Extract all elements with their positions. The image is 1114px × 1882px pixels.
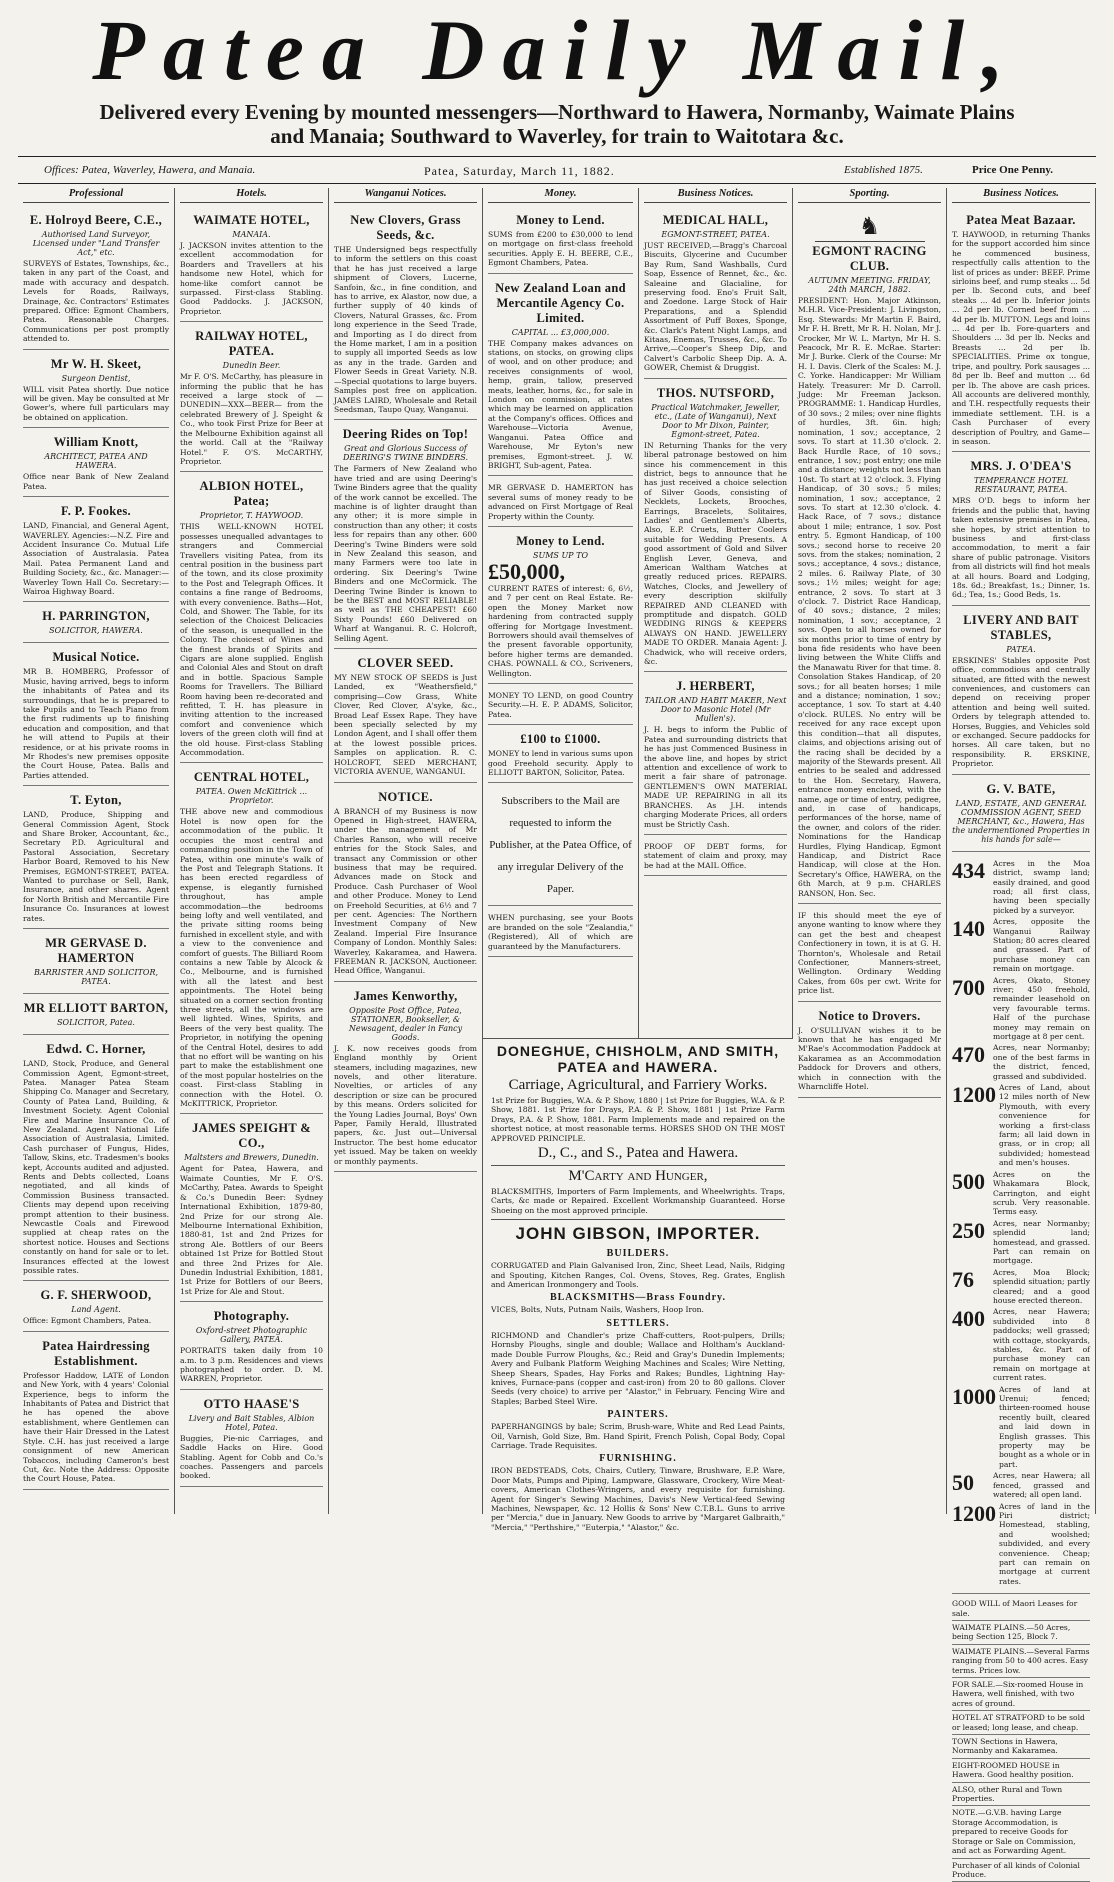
masthead xyxy=(0,0,1114,100)
lot-acreage: 1000 xyxy=(952,1387,996,1407)
lot-description: Acres of land at Urenui; fenced; thirteen-roomed house recently built, cleared and laid down in English grasses. This property may be bought as a whole or in part. xyxy=(999,1385,1090,1470)
offices-text: Offices: Patea, Waverley, Hawera, and Manaia. xyxy=(44,164,255,176)
ad-body: The Farmers of New Zealand who have tried and are using Deering's Twine Binders agree that the quality of the work cannot be excelled. The machine is of lighter draught than any other; it is more simple in construction than any other; it costs less for repairs than any other. 600 Deering's Twine Binders were sold in New Zealand this season, and many Farmers were too late in ordering. Six Deering's Twine Binders and one McCormick. The Deering Twine Binder is known to be the BEST and MOST RELIABLE! as well as THE CHEAPEST! £60 Sixty Pounds! £60 Delivered on Wharf at Wanganui. R. C. Holcroft, Selling Agent. xyxy=(334,464,477,643)
ad-body: PRESIDENT: Hon. Major Atkinson, M.H.R. Vice-President: J. Livingston, Esq. Stewards: Mr Martin F. Baird, Mr F. H. Brett, Mr R. H. Nolan, Mr J. Crocker, Mr W. L. Martyn, Mr H. S. Peacock, Mr R. E. McRae. Starter: Mr J. Burke. Clerk of the Course: Mr H. I. Davis. Clerk of the Scales: M. J. C. Yorke. Handicapper: Mr William Hately. Treasurer: Mr D. Carroll. Judge: Mr Freeman Jackson. PROGRAMME: 1. Handicap Hurdles, of 30 sovs.; 2 miles; over nine flights of hurdles, 3ft. 6in. high; nomination, 1 sov.; acceptance, 2 sovs. To start at 11.30 o'clock. 2. Back Hurdle Race, of 10 sovs.; entrance, 1 sov.; post entry; one mile and a distance; weights not less than 10st. To start at 12 o'clock. 3. Flying Handicap, of 30 sovs.; 5 miles; nomination, 1 sov.; acceptance, 2 sovs. To start at 12.30 o'clock. 4. Hack Race, of 7 sovs.; distance about 1 mile; entrance, 1 sov. Post entry. 5. Egmont Handicap, of 100 sovs.; second horse to receive 20 sovs. from the stakes; nomination, 2 sovs.; acceptance, 4 sovs.; distance, 2 miles. 6. Railway Plate, of 30 sovs.; 1½ miles; weight for age; entrance, 2 sovs. To start at 3 o'clock. 7. District Race Handicap, of 40 sovs.; distance, 2 miles; nomination, 1 sov.; acceptance, 2 sovs. Open to all horses owned for six months prior to time of entry by bona fide residents who have been living between the White Cliffs and the Manawatu River for that time. 8. Consolation Stakes Handicap, of 20 sovs.; for all beaten horses; 1 mile and a distance; nomination, 1 sov.; acceptance, 1 sov. To start at 4.40 o'clock. RULES. No entry will be received for any race except upon this condition—that all disputes, claims, and objections arising out of the racing shall be decided by a majority of the Stewards present. All entries to be sealed and addressed to the Hon. Secretary, Hawera, entrance money enclosed, with the name, age or time of entry, pedigree, and, in case of handicaps, performances of the horse, name of the owner, and colors of the rider. Nominations for the Handicap Hurdles, Flying Handicap, Egmont Handicap, and District Race Handicap, will close at the Hon. Secretary's Office, HAWERA, on the 6th March, at 9 p.m. CHARLES RANSON, Hon. Sec. xyxy=(798,296,941,898)
advertisement xyxy=(180,766,323,1114)
ad-body: SUMS from £200 to £30,000 to lend on mortgage on first-class freehold securities. Apply E. H. BEERE, C.E., Egmont Chambers, Patea. xyxy=(488,230,633,268)
ad-body: IN Returning Thanks for the very liberal patronage bestowed on him since his commencement in this district, begs to announce that he has just received a choice selection of Silver Goods, consisting of Necklets, Lockets, Brooches, Earrings, Bracelets, Solitaires, Ladies' and Gentlemen's Alberts, Also, E.P. Cruets, Butter Coolers suitable for Wedding Presents. A good assortment of Gold and Silver English Lever, Geneva, and American Waltham Watches at greatly reduced prices. REPAIRS. Watches, Clocks, and Jewellery of every description skilfully REPAIRED AND CLEANED with promptitude and dispatch. GOLD WEDDING RINGS & KEEPERS ALWAYS ON HAND. JEWELLERY MADE TO ORDER. Manaia Agent: J. Chadwick, who will receive orders, &c. xyxy=(644,441,787,667)
ad-body: PROOF OF DEBT forms, for statement of claim and proxy, may be had at the MAIL Office. xyxy=(644,842,787,870)
advertisement xyxy=(23,209,169,350)
column-heading: Professional xyxy=(23,188,169,203)
ad-body: J. K. now receives goods from England monthly by Orient steamers, including magazines, new novels, and other literature. Novelties, or articles of any description or size can be procured by this means. Orders solicited for the Young Ladies Journal, Boys' Own Paper, Family Herald, Illustrated papers, &c. Just out—Universal Instructor. The best home educator yet issued. May be taken on weekly or monthly payments. xyxy=(334,1044,477,1166)
ad-subtitle: AUTUMN MEETING. FRIDAY, 24th MARCH, 1882. xyxy=(798,276,941,294)
columns-area xyxy=(18,188,1096,1514)
property-lot xyxy=(952,1471,1090,1499)
property-lot xyxy=(952,1502,1090,1587)
ad-title: Money to Lend. xyxy=(488,534,633,549)
lot-acreage: 250 xyxy=(952,1221,990,1241)
lot-description: Acres, Moa Block; splendid situation; partly cleared; and a good house erected thereon. xyxy=(993,1268,1090,1306)
ad-subtitle: Opposite Post Office, Patea, STATIONER, Bookseller, & Newsagent, dealer in Fancy Goods. xyxy=(334,1006,477,1042)
ad-body: PORTRAITS taken daily from 10 a.m. to 3 p.m. Residences and views photographed to order. D. M. WARREN, Proprietor. xyxy=(180,1346,323,1384)
ad-title: G. F. SHERWOOD, xyxy=(23,1288,169,1303)
ad-body: SURVEYS of Estates, Townships, &c., taken in any part of the Coast, and made with accuracy and despatch. Levels for Roads, Railways, Drainage, &c. Contractors' Estimates prepared. Office: Egmont Chambers, Patea. Reasonable Charges. Communications per post promptly attended to. xyxy=(23,259,169,344)
column-heading: Wanganui Notices. xyxy=(334,188,477,203)
advertisement xyxy=(23,932,169,994)
ad-title: Patea Hairdressing Establishment. xyxy=(23,1339,169,1369)
advertisement xyxy=(23,997,169,1035)
lot-description: Acres, near Hawera; subdivided into 8 paddocks; well grassed; with cottage, stockyards, stables, &c. Part of purchase money can remain on mortgage at current rates. xyxy=(993,1307,1090,1382)
ad-title: RAILWAY HOTEL, PATEA. xyxy=(180,329,323,359)
ad-body: J. JACKSON invites attention to the excellent accommodation for Boarders and Travellers at his handsome new Hotel, which for home-like comfort cannot be surpassed. First-class Stabling. Good Paddocks. J. JACKSON, Proprietor. xyxy=(180,241,323,316)
price-text: Price One Penny. xyxy=(972,164,1053,176)
advertisement xyxy=(23,1335,169,1490)
advertisement xyxy=(952,455,1090,605)
ad-subtitle: Practical Watchmaker, Jeweller, etc., (Late of Wanganui), Next Door to Mr Dixon, Painter, Egmont-street, Patea. xyxy=(644,403,787,439)
ad-body: MR GERVASE D. HAMERTON has several sums of money ready to be advanced on First Mortgage of Real Property within the County. xyxy=(488,483,633,521)
delivery-line-1: Delivered every Evening by mounted messengers—Northward to Hawera, Normanby, Waimate Plains xyxy=(20,100,1094,124)
ad-body: LAND, Financial, and General Agent, WAVERLEY. Agencies:—N.Z. Fire and Accident Insurance Co. Mutual Life Association of Australasia. Patea Mail. Patea Permanent Land and Building Society, &c., &c. Manager:—Waverley Town Hall Co. Secretary:—Wairoa Highway Board. xyxy=(23,521,169,596)
ad-body: Office near Bank of New Zealand Patea. xyxy=(23,472,169,491)
advertisement xyxy=(23,789,169,929)
ad-title: THOS. NUTSFORD, xyxy=(644,386,787,401)
ad-body: Mr F. O'S. McCarthy, has pleasure in informing the public that he has received a large stock of —DUNEDIN—XXX—BEER— from the celebrated Brewery of J. Speight & Co., who took First Prize for Beer at the Melbourne Exhibition against all the world. Call at the "Railway Hotel." F. O'S. McCARTHY, Proprietor. xyxy=(180,372,323,466)
lot-acreage: 50 xyxy=(952,1473,990,1493)
ad-body: LAND, Produce, Shipping and General Commission Agent, Stock and Share Broker, Accountant, &c., Secretary P.D. Agricultural and Pastoral Association, Secretary Harbor Board, Removed to his New Premises, EGMONT-STREET, PATEA. Wanted to purchase or Sell, Bank, Insurance, and other shares. Agent for North British and Mercantile Fire Insurance Co. Insurances at lowest rates. xyxy=(23,810,169,923)
lot-acreage: 140 xyxy=(952,919,990,939)
advertisement xyxy=(334,209,477,420)
property-note: HOTEL AT STRATFORD to be sold or leased; long lease, and cheap. xyxy=(952,1711,1090,1735)
ad-body: MY NEW STOCK OF SEEDS is Just Landed, ex "Weathersfield," comprising—Cow Grass, White Clover, Red Clover, A'syke, &c., Broad Leaf Essex Rape. They have been specially selected by my London Agent, and I shall offer them at the lowest possible prices. Samples on application. R. C. HOLCROFT, SEED MERCHANT, VICTORIA AVENUE, WANGANUI. xyxy=(334,673,477,776)
ad-body: A BRANCH of my Business is now Opened in High-street, HAWERA, under the management of Mr Charles Ranson, who will receive entries for the Stock Sales, and transact any Commission or other business that may be required. Advances made on Stock and Produce. Cash Purchaser of Wool and other Produce. Money to Lend on Freehold Securities, at 6½ and 7 per cent. Agencies: The Northern Investment Company of New Zealand. Imperial Fire Insurance Company of London. Monthly Sales: Waverley, Kakaramea, and Hawera. FREEMAN R. JACKSON, Auctioneer. Head Office, Wanganui. xyxy=(334,807,477,976)
blacksmith-body: BLACKSMITHS, Importers of Farm Implements, and Wheelwrights. Traps, Carts, &c made or Repaired. Excellent Workmanship Guaranteed. Horse Shoeing on the most approved principle. xyxy=(491,1187,785,1220)
advertisement xyxy=(644,675,787,834)
ad-title: Musical Notice. xyxy=(23,650,169,665)
property-note: FOR SALE.—Six-roomed House in Hawera, well finished, with two acres of ground. xyxy=(952,1678,1090,1711)
ad-body: MR B. HOMBERG, Professor of Music, having arrived, begs to inform the inhabitants of Patea and its surroundings, that he is prepared to take Pupils and to Teach Piano from the first rudiments up to finishing education and composition, and that he will attend to Pupils at their residence, or at his private rooms in Mr Rhodes's new premises opposite the Court House, Patea. Balls and Parties attended. xyxy=(23,667,169,780)
ad-subtitle: PATEA. Owen McKittrick ... Proprietor. xyxy=(180,787,323,805)
ad-title: MRS. J. O'DEA'S xyxy=(952,459,1090,474)
lot-description: Acres, Okato, Stoney river; 450 freehold, remainder leasehold on very favourable terms. Half of the purchase money may remain on mortgage at 8 per cent. xyxy=(993,976,1090,1042)
ad-body: Agent for Patea, Hawera, and Waimate Counties, Mr F. O'S. McCarthy, Patea. Awards to Speight & Co.'s Dunedin Beer: Sydney International Exhibition, 1879-80, 2nd Prize for our strong Ale. Melbourne International Exhibition, 1880-81, 1st and 2nd Prizes for strong Ale. Bottlers of our Beers obtained 1st Prize for Bottled Stout and three 2nd Prizes for Ale. Dunedin Industrial Exhibition, 1881, 1st Prize for Bottlers of our Beers, 1st Prize for Ale and Stout. xyxy=(180,1164,323,1296)
advertisement xyxy=(952,609,1090,775)
advertisement xyxy=(644,209,787,379)
property-lot xyxy=(952,976,1090,1042)
ad-body: J. O'SULLIVAN wishes it to be known that he has engaged Mr M'Rae's Accommodation Paddock at Kakaramea as an Accommodation Paddock for Drovers and others, which in connection with the Wharncliffe Hotel. xyxy=(798,1026,941,1092)
ad-title: LIVERY AND BAIT STABLES, xyxy=(952,613,1090,643)
column-heading: Hotels. xyxy=(180,188,323,203)
ad-body: MONEY to lend in various sums upon good Freehold security. Apply to ELLIOTT BARTON, Solicitor, Patea. xyxy=(488,749,633,777)
column-heading: Business Notices. xyxy=(644,188,787,203)
ad-subtitle: Dunedin Beer. xyxy=(180,361,323,370)
advertisement xyxy=(798,209,941,904)
lot-description: Acres, opposite the Wanganui Railway Station; 80 acres cleared and grassed. Part of purchase money can remain on mortgage. xyxy=(993,917,1090,973)
column-2 xyxy=(175,188,329,1514)
column-3 xyxy=(329,188,483,1514)
ad-body: Professor Haddow, LATE of London and New York, with 4 years' Colonial Experience, begs to inform the Inhabitants of Patea and District that he has opened the above establishment, where Gentlemen can have their Hair Dressed in the Latest Style. C.H. has just received a large consignment of new American Tobaccos, including Cameron's best Cut, &c. Note the Address: Opposite the Court House, Patea. xyxy=(23,1371,169,1484)
blacksmith-title: M'Carty and Hunger, xyxy=(491,1168,785,1185)
advertisement xyxy=(180,325,323,472)
ad-title: MEDICAL HALL, xyxy=(644,213,787,228)
ad-subtitle: CAPITAL ... £3,000,000. xyxy=(488,328,633,337)
subscriber-notice: Subscribers to the Mail are requested to inform the Publisher, at the Patea Office, of any irregular Delivery of the Paper. xyxy=(488,790,633,900)
ad-title: £100 to £1000. xyxy=(488,732,633,747)
advertisement xyxy=(488,687,633,725)
ad-title: Photography. xyxy=(180,1309,323,1324)
lot-description: Acres, near Normanby; one of the best farms in the district, fenced, grassed and subdivided. xyxy=(993,1043,1090,1081)
ad-subtitle: ARCHITECT, PATEA AND HAWERA. xyxy=(23,452,169,470)
property-note: GOOD WILL of Maori Leases for sale. xyxy=(952,1597,1090,1621)
property-listings xyxy=(952,855,1090,1594)
advertisement xyxy=(644,838,787,876)
ad-subtitle: Surgeon Dentist, xyxy=(23,374,169,383)
carriage-works-footer: D., C., and S., Patea and Hawera. xyxy=(491,1145,785,1166)
wide-ads-block xyxy=(483,1038,793,1514)
advertisement xyxy=(334,423,477,649)
ad-body: THE Undersigned begs respectfully to inform the settlers on this coast that he has just received a large shipment of Clovers, Lucerne, Sanfoin, &c., in fine condition, and has to arrive, ex Alastor, now due, a further supply of 40 kinds of Clovers, Natural Grasses, &c. From long experience in the Seed Trade, and Importing as I do direct from the Home market, I am in a position to supply all imported Seeds as low as any in the trade. Garden and Flower Seeds in Great Variety. N.B.—Special quotations to large buyers. Samples post free on application. JAMES LAIRD, Wholesale and Retail Seedsman, Taupo Quay, Wanganui. xyxy=(334,245,477,414)
ad-title: Money to Lend. xyxy=(488,213,633,228)
ad-title: New Zealand Loan and Mercantile Agency Co. Limited. xyxy=(488,281,633,326)
property-lot xyxy=(952,1083,1090,1168)
divider xyxy=(18,183,1096,184)
ad-title: MR ELLIOTT BARTON, xyxy=(23,1001,169,1016)
advertisement xyxy=(488,209,633,274)
ad-title: New Clovers, Grass Seeds, &c. xyxy=(334,213,477,243)
advertisement xyxy=(23,1038,169,1281)
lot-description: Acres of Land, about 12 miles north of New Plymouth, with every convenience for working a first-class farm; all laid down in grass, or in crop; all subdivided; homestead and men's houses. xyxy=(999,1083,1090,1168)
ad-body: MONEY TO LEND, on good Country Security.—H. E. P. ADAMS, Solicitor, Patea. xyxy=(488,691,633,719)
ad-title: EGMONT RACING CLUB. xyxy=(798,244,941,274)
lot-description: Acres in the Moa district, swamp land; easily drained, and good road; all first class, having been specially picked by a surveyor. xyxy=(993,859,1090,915)
carriage-works-place: PATEA and HAWERA. xyxy=(491,1059,785,1075)
carriage-works-body: 1st Prize for Buggies, W.A. & P. Show, 1880 | 1st Prize for Buggies, W.A. & P. Show, 1881. 1st Prize for Drays, P.A. & P. Show, 1881 | 1st Prize Farm Drays, P.A. & P. Show, 1881. Farm Implements made and repaired on the shortest notice, at most reasonable terms. HORSES SHOD ON THE MOST APPROVED PRINCIPLE. xyxy=(491,1096,785,1143)
ad-subtitle: Maltsters and Brewers, Dunedin. xyxy=(180,1153,323,1162)
ad-subtitle: TEMPERANCE HOTEL RESTAURANT, PATEA. xyxy=(952,476,1090,494)
ad-title: ALBION HOTEL, Patea; xyxy=(180,479,323,509)
importer-section-body: CORRUGATED and Plain Galvanised Iron, Zinc, Sheet Lead, Nails, Ridging and Spouting, Kitchen Ranges, Col. Ovens, Stoves, Reg. Grates, English and American Ironmongery and Tools. xyxy=(491,1261,785,1289)
importer-section-body: VICES, Bolts, Nuts, Putnam Nails, Washers, Hoop Iron. xyxy=(491,1305,785,1314)
advertisement xyxy=(488,728,633,783)
lot-acreage: 1200 xyxy=(952,1504,996,1524)
property-lot xyxy=(952,1268,1090,1306)
ad-body: T. HAYWOOD, in returning Thanks for the support accorded him since he commenced business, respectfully calls attention to the list of prices as under: BEEF. Prime sirloins beef, and rump steaks ... 5d per lb. Second cuts, and beef steaks ... 4d per lb. Inferior joints ... 2d per lb. Corned beef from ... 4d per lb. MUTTON. Legs and loins ... 4d per lb. Fore-quarters and Shoulders ... 3d per lb. Necks and Breasts ... 2d per lb. SPECIALITIES. Prime ox tongue, tripe, and poultry. Pork sausages ... 8d per lb. Beef and mutton ... 6d per lb. The above are cash prices. All accounts are delivered monthly, and T.H. respectfully requests their immediate settlement. T.H. is a Cash Purchaser of every description of Poultry, and Game—in season. xyxy=(952,230,1090,446)
ad-title: WAIMATE HOTEL, xyxy=(180,213,323,228)
ad-title: Patea Meat Bazaar. xyxy=(952,213,1090,228)
ad-title: James Kenworthy, xyxy=(334,989,477,1004)
ad-body: WILL visit Patea shortly. Due notice will be given. May be consulted at Mr Gower's, where full particulars may be obtained on application. xyxy=(23,385,169,423)
lot-acreage: 434 xyxy=(952,861,990,881)
ad-subtitle: EGMONT-STREET, PATEA. xyxy=(644,230,787,239)
advertisement xyxy=(488,909,633,957)
ad-title: J. HERBERT, xyxy=(644,679,787,694)
ad-subtitle: Proprietor, T. HAYWOOD. xyxy=(180,511,323,520)
carriage-works-subtitle: Carriage, Agricultural, and Farriery Works. xyxy=(491,1077,785,1094)
column-heading: Business Notices. xyxy=(952,188,1090,203)
ad-body: ERSKINES' Stables opposite Post office, commodious and centrally situated, are fitted with the newest conveniences, and customers can depend on receiving proper attention and being well suited. Orders by telegraph attended to. Horses, Buggies, and Vehicles sold or exchanged. Secure paddocks for horses. All care taken, but no responsibility. R. ERSKINE, Proprietor. xyxy=(952,656,1090,769)
established-text: Established 1875. xyxy=(844,164,923,176)
ad-title: Edwd. C. Horner, xyxy=(23,1042,169,1057)
racehorse-illustration: ♞ xyxy=(815,213,925,242)
advertisement xyxy=(23,605,169,643)
advertisement xyxy=(334,652,477,782)
ad-subtitle: LAND, ESTATE, AND GENERAL COMMISSION AGENT, SEED MERCHANT, &c., Hawera, Has the undermentioned Properties in his hands for sale— xyxy=(952,799,1090,844)
property-note: NOTE.—G.V.B. having Large Storage Accommodation, is prepared to receive Goods for Storage or Sale on Commission, and act as Forwarding Agent. xyxy=(952,1806,1090,1858)
ad-body: CURRENT RATES of interest: 6, 6½, and 7 per cent on Real Estate. Re-open the Money Market now hardening from contracted supply offering for Mortgage Investment. Borrowers should avail themselves of the present favorable opportunity, before higher terms are demanded. CHAS. POWNALL & CO., Scriveners, Wellington. xyxy=(488,584,633,678)
ad-title: Notice to Drovers. xyxy=(798,1009,941,1024)
lot-description: Acres, near Normanby; splendid land; homestead, and grassed. Part can remain on mortgage. xyxy=(993,1219,1090,1266)
ad-body: WHEN purchasing, see your Boots are branded on the sole "Zealandia," (Registered), All of which are guaranteed by the Manufacturers. xyxy=(488,913,633,951)
column-6 xyxy=(793,188,947,1514)
advertisement xyxy=(23,1284,169,1331)
property-lot xyxy=(952,1170,1090,1217)
advertisement xyxy=(23,500,169,602)
ad-title: CENTRAL HOTEL, xyxy=(180,770,323,785)
ad-body: LAND, Stock, Produce, and General Commission Agent, Egmont-street, Patea. Manager Patea Steam Shipping Co. Manager and Secretary, County of Patea Land, Building, & Investment Society. Agent Colonial Fire and Marine Insurance Co. of New Zealand. Agent National Life Association of Australasia, Limited. Cash purchaser of Fungus, Hides, Tallow, Skins, etc. Tradesmen's books kept, Accounts audited and adjusted. Rents and Debts collected, Loans negotiated, and all kinds of Commission Business transacted. Clients may depend upon receiving prompt attention to their business. Newcastle Coals and Firewood supplied at cheap rates on the shortest notice. Houses and Sections constantly on hand for sale or to let. Insurances effected at the lowest possible rates. xyxy=(23,1059,169,1275)
ad-title: H. PARRINGTON, xyxy=(23,609,169,624)
lot-description: Acres, near Hawera; all fenced, grassed and watered; all open land. xyxy=(993,1471,1090,1499)
advertisement xyxy=(798,907,941,1002)
divider xyxy=(18,156,1096,157)
ad-subtitle: Great and Glorious Success of DEERING'S TWINE BINDERS. xyxy=(334,444,477,462)
advertisement xyxy=(180,209,323,322)
advertisement xyxy=(952,778,1090,852)
advertisement xyxy=(23,646,169,786)
property-note: TOWN Sections in Hawera, Normanby and Kakaramea. xyxy=(952,1735,1090,1759)
property-note: EIGHT-ROOMED HOUSE in Hawera. Good healthy position. xyxy=(952,1759,1090,1783)
ad-subtitle: BARRISTER AND SOLICITOR, PATEA. xyxy=(23,968,169,986)
ad-subtitle: Authorised Land Surveyor, Licensed under "Land Transfer Act," etc. xyxy=(23,230,169,257)
lot-description: Acres on the Whakamara Block, Carrington, and eight scrub. Very reasonable. Terms easy. xyxy=(993,1170,1090,1217)
importer-section-body: PAPERHANGINGS by bale; Scrim, Brush-ware, White and Red Lead Paints, Oil, Varnish, Gold Size, Bm. Hand Spirit, French Polish, Copal Body, Copal Carriage. Trade Requisites. xyxy=(491,1422,785,1450)
property-note: WAIMATE PLAINS.—50 Acres, being Section 125, Block 7. xyxy=(952,1621,1090,1645)
advertisement xyxy=(180,475,323,763)
property-lot xyxy=(952,859,1090,915)
ad-body: THE above new and commodious Hotel is now open for the accommodation of the public. It occupies the most central and commanding position in the Town of Patea, within one minute's walk of the Post and Telegraph Stations. It has been erected regardless of expense, is elegantly furnished throughout, has ample accommodation—the bedrooms being lofty and well ventilated, and the private sitting rooms being furnished in excellent style, and with a view to the convenience and comfort of guests. The Billiard Room contains a new Table by Alcock & Co., Melbourne, and is furnished with all the latest and best appointments. The Hotel being situated on a corner section fronting three streets, all the windows are well lighted. Wines, Spirits, and Beers of the very best quality. The Proprietor, in notifying the opening of the Central Hotel, desires to add that no effort will be wanting on his part to make the establishment one of the most popular hostelries on the coast. First-class Stabling in connection with the Hotel. O. McKITTRICK, Proprietor. xyxy=(180,807,323,1108)
ad-subtitle: SUMS UP TO xyxy=(488,551,633,560)
ad-title: G. V. BATE, xyxy=(952,782,1090,797)
ad-title: CLOVER SEED. xyxy=(334,656,477,671)
advertisement xyxy=(180,1393,323,1487)
importer-section-heading: BLACKSMITHS—Brass Foundry. xyxy=(491,1292,785,1303)
ad-title: OTTO HAASE'S xyxy=(180,1397,323,1412)
ad-body: MRS O'D. begs to inform her friends and the public that, having taken extensive premises in Patea, she hopes, by strict attention to business and first-class accommodation, to merit a fair share of public patronage. Visitors from all districts will find hot meals at all hours. Board and Lodging, 18s. 6d.; Breakfast, 1s.; Dinner, 1s. 6d.; Tea, 1s.; Good Beds, 1s. xyxy=(952,496,1090,599)
ad-body: THIS WELL-KNOWN HOTEL possesses unequalled advantages to strangers and Commercial Travellers visiting Patea, from its central position in the business part of the town, and its close proximity to the Post and Telegraph Offices. It contains a fine range of Bedrooms, with every convenience. Baths—Hot, Cold, and Shower. The Table, for its selection of the Choicest Delicacies of the season, is unequalled in the Colony. The choicest of Wines and the finest brands of Spirits and Cigars are alone supplied. English and Colonial Ales and Stout on draft and in bottle. Spacious Sample Rooms for Travellers. The Billiard Room having been re-decorated and refitted, T. H. has pleasure in inviting attention to the increased comfort and convenience which lovers of the green cloth will find at the old house. First-class Stabling Accommodation. xyxy=(180,522,323,757)
ad-title: NOTICE. xyxy=(334,790,477,805)
carriage-works-title: DONEGHUE, CHISHOLM, AND SMITH, xyxy=(491,1043,785,1059)
advertisement xyxy=(952,209,1090,452)
advertisement xyxy=(488,479,633,527)
ad-title: Mr W. H. Skeet, xyxy=(23,357,169,372)
advertisement xyxy=(334,786,477,982)
ad-title: MR GERVASE D. HAMERTON xyxy=(23,936,169,966)
column-heading: Money. xyxy=(488,188,633,203)
ad-body: THE Company makes advances on stations, on stocks, on growing clips of wool, and on other produce; and receives consignments of wool, hemp, grain, tallow, preserved meats, leather, horns, &c., for sale in London on commission, at rates which may be learned on application at the Company's offices. Offices and Warehouse—Victoria Avenue, Wanganui. Patea Office and Warehouse, Mr Eyton's new premises, Egmont-street. J. W. BRIGHT, Sub-agent, Patea. xyxy=(488,339,633,471)
ad-subtitle: TAILOR AND HABIT MAKER, Next Door to Masonic Hotel (Mr Mullen's). xyxy=(644,696,787,723)
lot-acreage: 400 xyxy=(952,1309,990,1329)
lot-description: Acres of land in the Piri district; Homestead, stabling, and woolshed; subdivided, and every convenience. Cheap; part can remain on mortgage at current rates. xyxy=(999,1502,1090,1587)
importer-title: JOHN GIBSON, IMPORTER. xyxy=(491,1224,785,1244)
ad-title: E. Holroyd Beere, C.E., xyxy=(23,213,169,228)
ad-subtitle: MANAIA. xyxy=(180,230,323,239)
ad-body: IF this should meet the eye of anyone wanting to know where they can get the best and cheapest Confectionery in town, it is at G. H. Thornton's, Wholesale and Retail Confectioner, Manners-street, Wellington. Ordinary Wedding Cakes, from 60s per cwt. Write for price list. xyxy=(798,911,941,996)
property-lot xyxy=(952,1385,1090,1470)
column-heading: Sporting. xyxy=(798,188,941,203)
ad-subtitle: SOLICITOR, HAWERA. xyxy=(23,626,169,635)
advertisement xyxy=(334,985,477,1172)
advertisement xyxy=(798,1005,941,1098)
ad-body: JUST RECEIVED,—Bragg's Charcoal Biscuits, Glycerine and Cucumber Bay Rum, Sand Washballs, Curd Soap, Essence of Rennet, &c., &c. Saleaine and Glacialine, for preserving food. Eno's Fruit Salt, and Zoedone. Large Stock of Hair Preparations, and a Splendid Assortment of Puff Boxes, Sponge, &c. Clark's Patent Night Lamps, and Kitaas, Enemas, Trusses, &c., &c. To Arrive,—Cooper's Sheep Dip, and Calvert's Carbolic Sheep Dip. A. A. GOWER, Chemist & Druggist. xyxy=(644,241,787,373)
column-1 xyxy=(18,188,175,1514)
ad-body: Buggies, Pie-nic Carriages, and Saddle Hacks on Hire. Good Stabling. Agent for Cobb and Co.'s coaches. Passengers and parcels booked. xyxy=(180,1434,323,1481)
property-note: ALSO, other Rural and Town Properties. xyxy=(952,1783,1090,1807)
property-lot xyxy=(952,1219,1090,1266)
advertisement xyxy=(488,530,633,684)
newspaper-title: Patea Daily Mail, xyxy=(0,0,1114,100)
importer-section-body: RICHMOND and Chandler's prize Chaff-cutters, Root-pulpers, Drills; Hornsby Ploughs, single and double; Wallace and Holtham's Auckland-made Double Furrow Ploughs, &c.; Reid and Gray's Dunedin Implements; Avery and Fulbank Platform Weighing Machines and Scales; Wire Netting, Sheep Shears, Spades, Hay Forks and Rakes; Bundles, Lightning Hay-knives, Furnace-pans (copper and cast-iron) from 20 to 80 gallons. Clover Seeds (very choice) to arrive per "Alastor," in February. Fencing Wire and Staples; Barbed Steel Wire. xyxy=(491,1331,785,1406)
ad-title: William Knott, xyxy=(23,435,169,450)
property-lot xyxy=(952,1043,1090,1081)
ad-title: T. Eyton, xyxy=(23,793,169,808)
ad-subtitle: PATEA. xyxy=(952,645,1090,654)
importer-section-heading: FURNISHING. xyxy=(491,1453,785,1464)
column-7 xyxy=(947,188,1096,1514)
property-lot xyxy=(952,1307,1090,1382)
importer-section-heading: SETTLERS. xyxy=(491,1318,785,1329)
advertisement xyxy=(488,277,633,477)
lot-acreage: 1200 xyxy=(952,1085,996,1105)
importer-section-heading: BUILDERS. xyxy=(491,1248,785,1259)
advertisement xyxy=(644,382,787,673)
ad-subtitle: Oxford-street Photographic Gallery, PATEA. xyxy=(180,1326,323,1344)
property-lot xyxy=(952,917,1090,973)
ad-body: Office: Egmont Chambers, Patea. xyxy=(23,1316,169,1325)
ad-subtitle: Land Agent. xyxy=(23,1305,169,1314)
lot-acreage: 76 xyxy=(952,1270,990,1290)
advertisement xyxy=(180,1305,323,1390)
ad-title: Deering Rides on Top! xyxy=(334,427,477,442)
issue-date: Patea, Saturday, March 11, 1882. xyxy=(424,164,615,179)
ad-amount: £50,000, xyxy=(488,562,633,582)
lot-acreage: 700 xyxy=(952,978,990,998)
ad-title: JAMES SPEIGHT & CO., xyxy=(180,1121,323,1151)
ad-subtitle: SOLICITOR, Patea. xyxy=(23,1018,169,1027)
delivery-notice xyxy=(20,100,1094,148)
ad-subtitle: Livery and Bait Stables, Albion Hotel, Patea. xyxy=(180,1414,323,1432)
lot-acreage: 470 xyxy=(952,1045,990,1065)
advertisement xyxy=(180,1117,323,1302)
delivery-line-2: and Manaia; Southward to Waverley, for train to Waitotara &c. xyxy=(20,124,1094,148)
advertisement xyxy=(23,353,169,429)
property-note: Purchaser of all kinds of Colonial Produce. xyxy=(952,1859,1090,1882)
importer-section-heading: PAINTERS. xyxy=(491,1409,785,1420)
importer-section-body: IRON BEDSTEADS, Cots, Chairs, Cutlery, Tinware, Brushware, E.P. Ware, Door Mats, Pumps and Piping, Lampware, Glassware, Crockery, Wire Meat-covers, American Clothes-Wringers, and every requisite for furnishing. Agent for Singer's Sewing Machines, Davis's New Vertical-feed Sewing Machines, Newspaper, &c. 12 Hollis & Sons' New C.T.B.L. Guns to arrive per "Mercia," due in January. New Goods to arrive by "Margaret Galbraith," "Mercia," "Perthshire," "Euterpia," "Alastor," &c. xyxy=(491,1466,785,1532)
info-bar xyxy=(44,164,1064,180)
ad-title: F. P. Fookes. xyxy=(23,504,169,519)
advertisement xyxy=(488,786,633,906)
lot-acreage: 500 xyxy=(952,1172,990,1192)
property-note: WAIMATE PLAINS.—Several Farms ranging from 50 to 400 acres. Easy terms. Prices low. xyxy=(952,1645,1090,1678)
advertisement xyxy=(23,431,169,497)
ad-body: J. H. begs to inform the Public of Patea and surrounding districts that he has just Commenced Business in the above line, and hopes by strict attention and excellence of work to merit a fair share of patronage. GENTLEMEN'S OWN MATERIAL MADE UP. REPAIRING in all its BRANCHES. As J.H. intends charging Moderate Prices, all orders must be Strictly Cash. xyxy=(644,725,787,828)
